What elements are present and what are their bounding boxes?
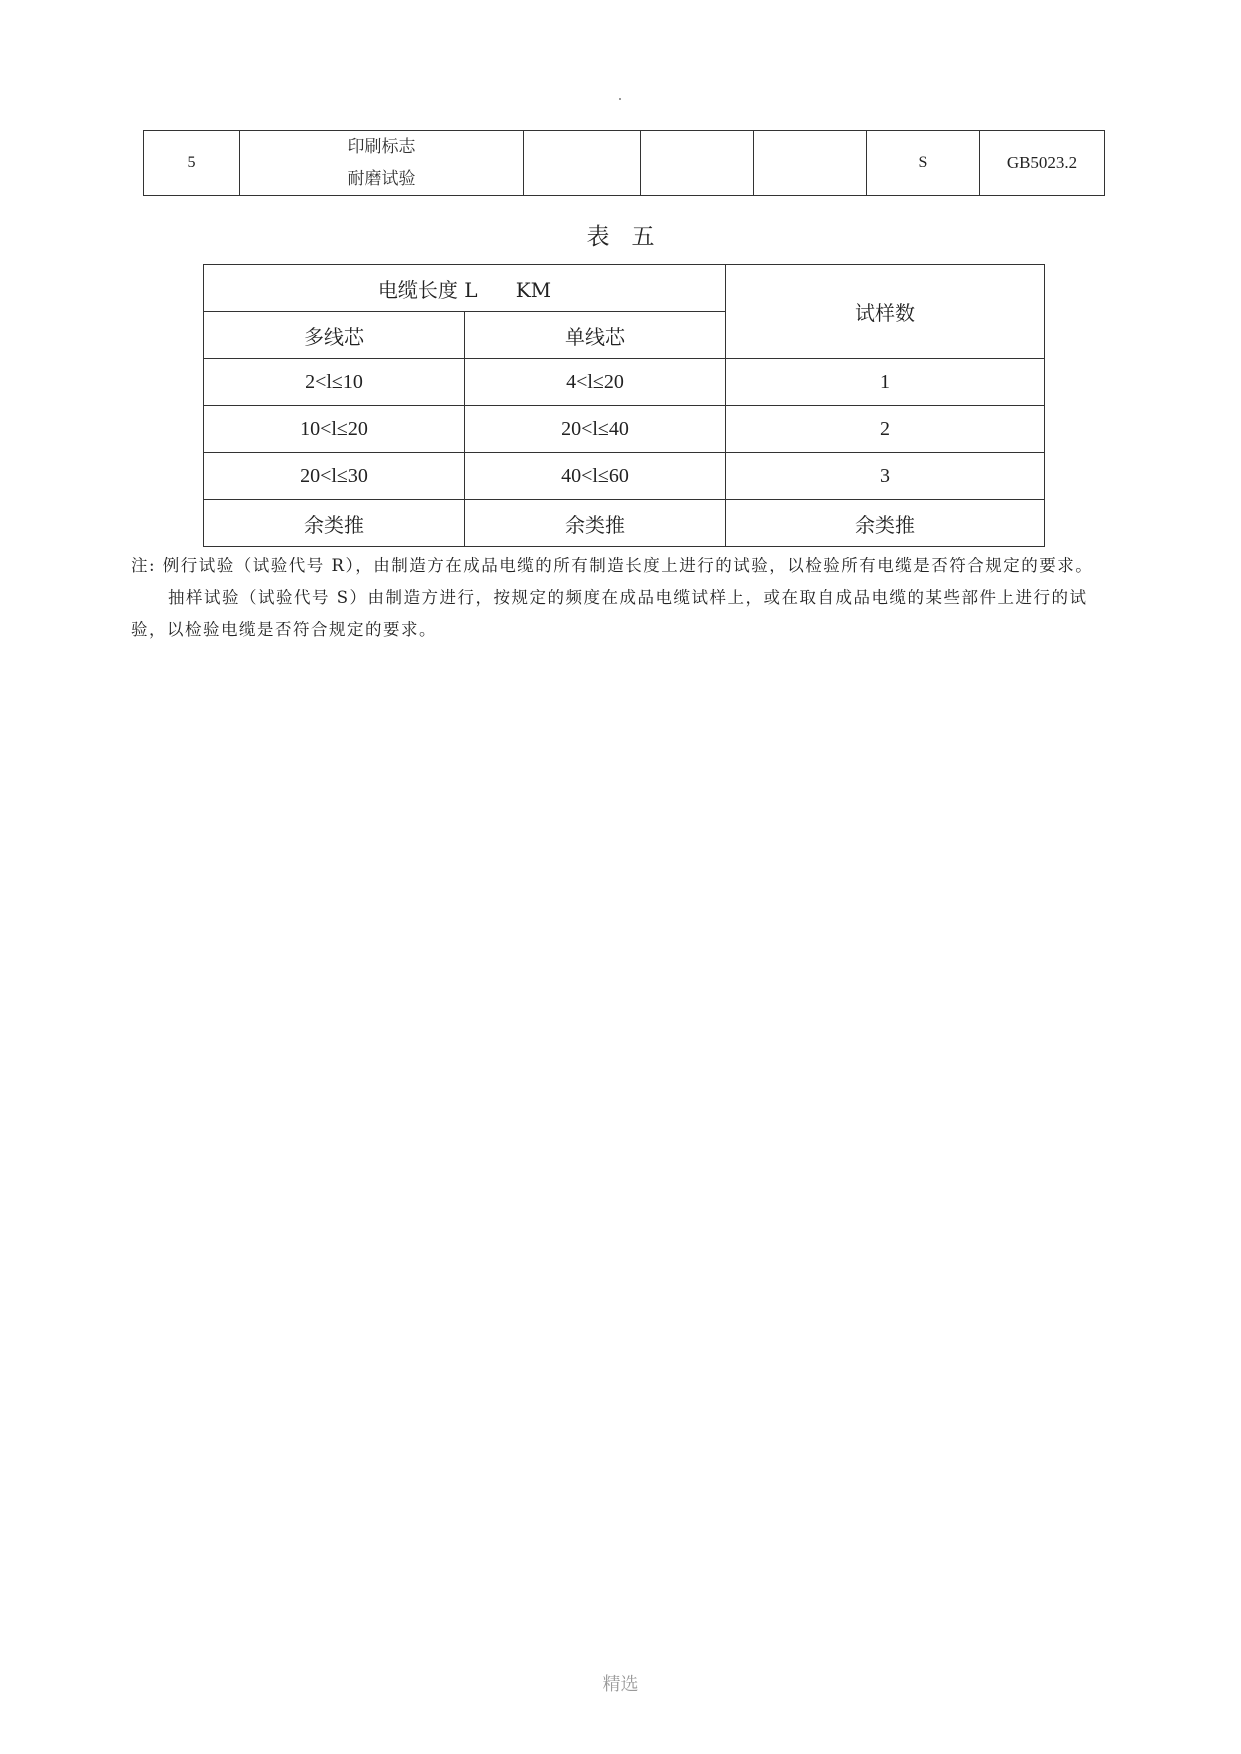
table-row bbox=[144, 131, 1105, 196]
header-single-core: 单线芯 bbox=[465, 312, 726, 359]
item-name-line2: 耐磨试验 bbox=[347, 169, 416, 189]
cell-multi: 10<l≤20 bbox=[204, 406, 465, 453]
cell-multi: 20<l≤30 bbox=[204, 453, 465, 500]
empty-cell bbox=[524, 131, 641, 196]
cell-multi: 2<l≤10 bbox=[204, 359, 465, 406]
item-name-line1: 印刷标志 bbox=[347, 137, 416, 157]
cell-count: 2 bbox=[726, 406, 1045, 453]
test-items-table-fragment bbox=[143, 130, 1105, 196]
empty-cell bbox=[641, 131, 754, 196]
scan-dot bbox=[619, 98, 621, 100]
cell-count: 余类推 bbox=[726, 500, 1045, 547]
table-header-row bbox=[204, 265, 1045, 312]
item-number: 5 bbox=[144, 131, 240, 196]
cell-single: 4<l≤20 bbox=[465, 359, 726, 406]
test-standard: GB5023.2 bbox=[980, 131, 1105, 196]
note-routine-test: 注: 例行试验（试验代号 R），由制造方在成品电缆的所有制造长度上进行的试验，以检验所有电缆是否符合规定的要求。 bbox=[131, 556, 1094, 575]
table-row bbox=[204, 359, 1045, 406]
cell-count: 1 bbox=[726, 359, 1045, 406]
note-sampling-test: 抽样试验（试验代号 S）由制造方进行，按规定的频度在成品电缆试样上，或在取自成品电缆的某些部件上进行的试验，以检验电缆是否符合规定的要求。 bbox=[131, 588, 1088, 639]
cell-single: 余类推 bbox=[465, 500, 726, 547]
cell-multi: 余类推 bbox=[204, 500, 465, 547]
page-footer: 精选 bbox=[602, 1674, 639, 1695]
sampling-table bbox=[203, 264, 1045, 547]
cell-single: 20<l≤40 bbox=[465, 406, 726, 453]
table-row bbox=[204, 406, 1045, 453]
test-type: S bbox=[867, 131, 980, 196]
header-multi-core: 多线芯 bbox=[204, 312, 465, 359]
table-caption: 表五 bbox=[586, 224, 677, 250]
cell-count: 3 bbox=[726, 453, 1045, 500]
item-name bbox=[240, 131, 524, 196]
table-row bbox=[204, 500, 1045, 547]
table-row bbox=[204, 453, 1045, 500]
header-sample-count: 试样数 bbox=[726, 265, 1045, 359]
cell-single: 40<l≤60 bbox=[465, 453, 726, 500]
empty-cell bbox=[754, 131, 867, 196]
header-cable-length: 电缆长度 L KM bbox=[204, 265, 726, 312]
